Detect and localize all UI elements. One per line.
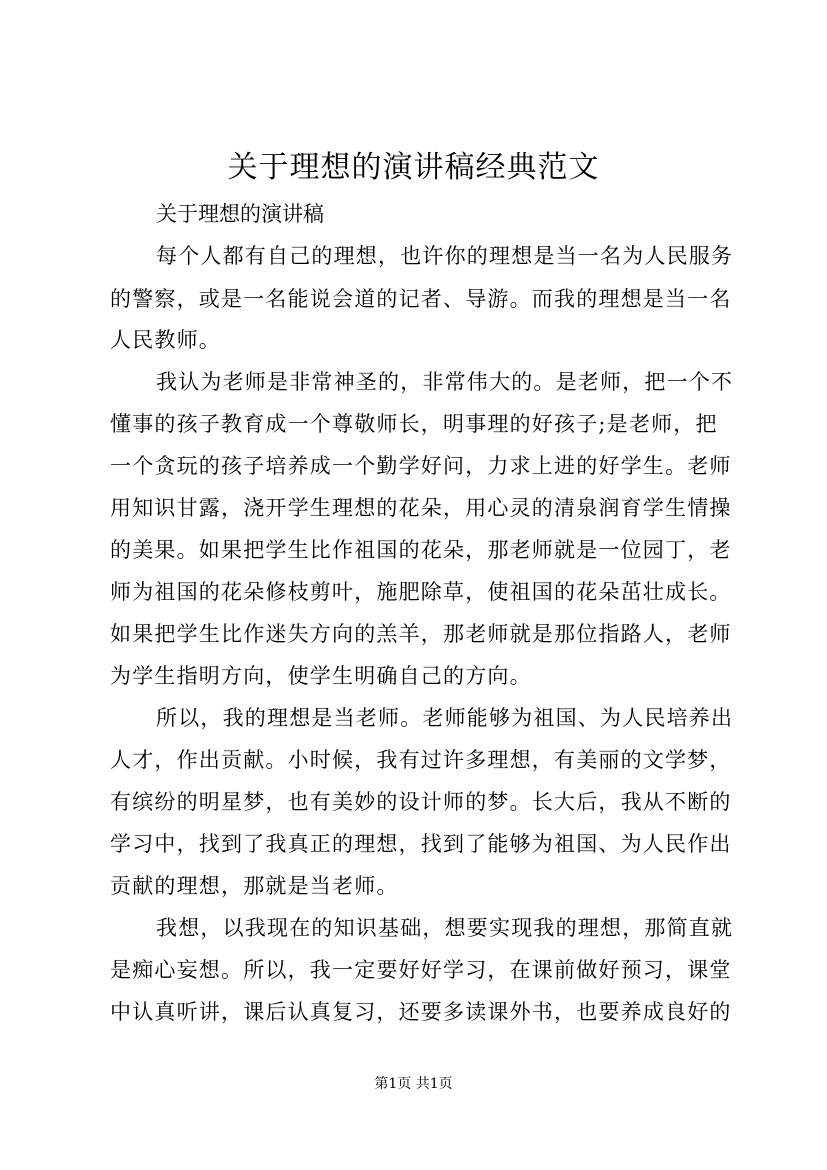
paragraph-line: 用知识甘露，浇开学生理想的花朵，用心灵的清泉润育学生情操: [110, 496, 732, 520]
paragraph-line: 师为祖国的花朵修枝剪叶，施肥除草，使祖国的花朵茁壮成长。: [110, 580, 732, 604]
paragraph-line: 的警察，或是一名能说会道的记者、导游。而我的理想是当一名: [110, 287, 732, 311]
paragraph-line: 有缤纷的明星梦，也有美妙的设计师的梦。长大后，我从不断的: [110, 790, 732, 814]
document-subtitle: 关于理想的演讲稿: [156, 202, 324, 226]
paragraph-line: 每个人都有自己的理想，也许你的理想是当一名为人民服务: [156, 244, 734, 268]
paragraph-line: 一个贪玩的孩子培养成一个勤学好问，力求上进的好学生。老师: [110, 454, 732, 478]
paragraph-line: 学习中，找到了我真正的理想，找到了能够为祖国、为人民作出: [110, 832, 732, 856]
paragraph-line: 所以，我的理想是当老师。老师能够为祖国、为人民培养出: [156, 706, 734, 730]
paragraph-line: 我认为老师是非常神圣的，非常伟大的。是老师，把一个不: [156, 370, 734, 394]
paragraph-line: 如果把学生比作迷失方向的羔羊，那老师就是那位指路人，老师: [110, 622, 732, 646]
paragraph-line: 我想，以我现在的知识基础，想要实现我的理想，那简直就: [156, 916, 734, 940]
paragraph-line: 的美果。如果把学生比作祖国的花朵，那老师就是一位园丁，老: [110, 538, 732, 562]
paragraph-line: 懂事的孩子教育成一个尊敬师长，明事理的好孩子;是老师，把: [110, 412, 718, 436]
paragraph-line: 人才，作出贡献。小时候，我有过许多理想，有美丽的文学梦，: [110, 748, 732, 772]
paragraph-line: 中认真听讲，课后认真复习，还要多读课外书，也要养成良好的: [110, 1000, 732, 1024]
paragraph-line: 人民教师。: [110, 328, 221, 352]
paragraph-line: 是痴心妄想。所以，我一定要好好学习，在课前做好预习，课堂: [110, 958, 732, 982]
paragraph-line: 贡献的理想，那就是当老师。: [110, 874, 399, 898]
paragraph-line: 为学生指明方向，使学生明确自己的方向。: [110, 664, 532, 688]
document-title: 关于理想的演讲稿经典范文: [227, 150, 600, 185]
page-number: 第1页 共1页: [374, 1076, 453, 1092]
